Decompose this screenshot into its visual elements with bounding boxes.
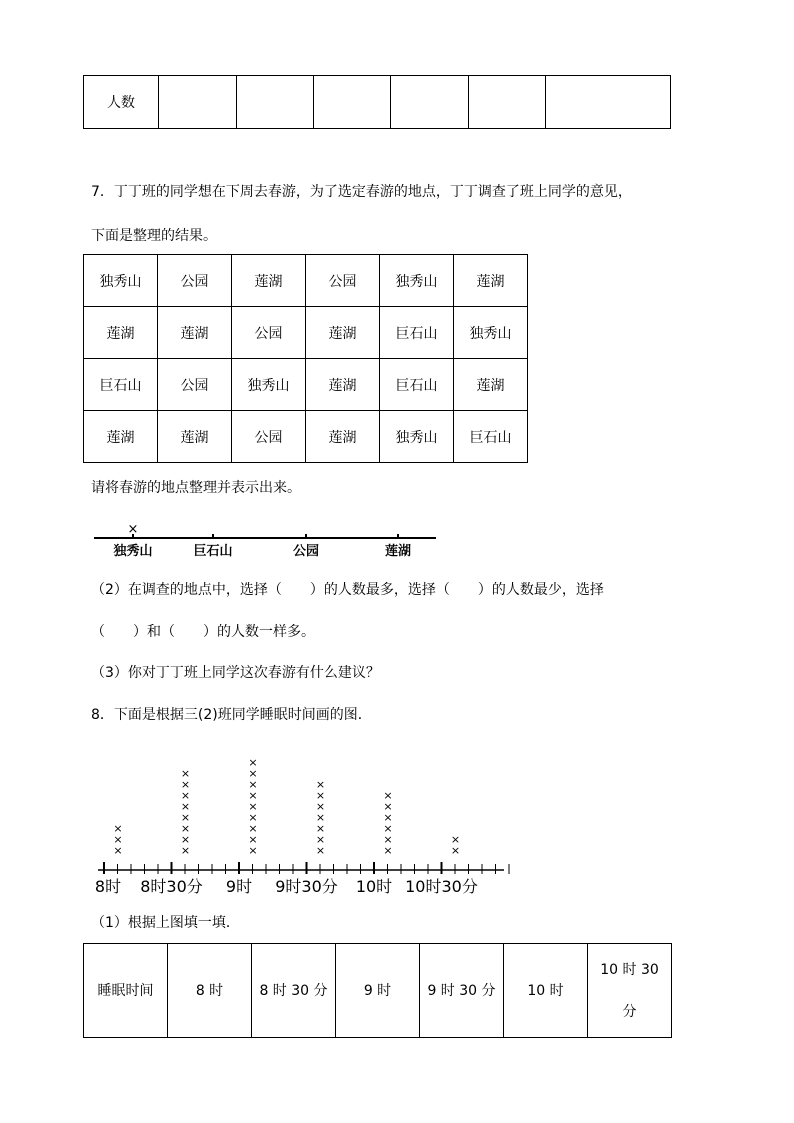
- data-mark: ×: [450, 844, 461, 857]
- time-cell: 9 时: [336, 944, 420, 1038]
- table-cell: 巨石山: [380, 307, 454, 359]
- table-row: [84, 411, 528, 463]
- data-mark: ×: [180, 778, 191, 791]
- tick-label: 10时30分: [405, 877, 478, 896]
- data-mark: ×: [180, 767, 191, 780]
- data-mark: ×: [180, 844, 191, 857]
- answer-cell[interactable]: [469, 76, 546, 129]
- data-mark: ×: [315, 822, 326, 835]
- data-mark: ×: [315, 778, 326, 791]
- data-mark: ×: [180, 833, 191, 846]
- data-mark: ×: [113, 822, 123, 835]
- data-mark: ×: [383, 789, 393, 802]
- tally-place-label: 莲湖: [384, 544, 412, 559]
- q8-intro: 8．下面是根据三(2)班同学睡眠时间画的图．: [91, 707, 372, 723]
- answer-cell[interactable]: [159, 76, 237, 129]
- row-header: 睡眠时间: [84, 944, 168, 1038]
- table-cell: 独秀山: [380, 411, 454, 463]
- answer-cell[interactable]: [314, 76, 391, 129]
- tally-place-label: 公园: [292, 544, 320, 559]
- data-mark: ×: [113, 833, 123, 846]
- data-mark: ×: [248, 778, 258, 791]
- people-count-table: [83, 75, 671, 129]
- data-mark: ×: [450, 833, 461, 846]
- table-cell: 公园: [158, 359, 232, 411]
- q7-instruction: 请将春游的地点整理并表示出来。: [91, 480, 301, 496]
- answer-cell[interactable]: [546, 76, 671, 129]
- q7-intro-line1: 7．丁丁班的同学想在下周去春游，为了选定春游的地点，丁丁调查了班上同学的意见，: [91, 184, 632, 200]
- survey-results-table: [83, 254, 528, 463]
- table-cell: 巨石山: [454, 411, 528, 463]
- tally-place-label: 独秀山: [113, 544, 153, 559]
- sleep-dot-plot: [92, 735, 512, 900]
- sleep-time-table: [83, 943, 672, 1038]
- tally-place-label: 巨石山: [193, 544, 233, 559]
- data-mark: ×: [180, 789, 191, 802]
- data-mark: ×: [248, 833, 258, 846]
- time-cell: 10 时: [504, 944, 588, 1038]
- tick-label: 9时: [225, 877, 253, 896]
- table-cell: 莲湖: [158, 411, 232, 463]
- table-row: [84, 307, 528, 359]
- time-cell: 9 时 30 分: [420, 944, 504, 1038]
- data-mark: ×: [248, 822, 258, 835]
- table-cell: 莲湖: [158, 307, 232, 359]
- table-cell: 独秀山: [380, 255, 454, 307]
- q8-sub1: （1）根据上图填一填．: [91, 915, 240, 931]
- tick-label: 9时30分: [275, 877, 338, 896]
- data-mark: ×: [248, 800, 258, 813]
- data-mark: ×: [180, 822, 191, 835]
- data-mark: ×: [383, 833, 393, 846]
- table-cell: 莲湖: [84, 411, 158, 463]
- data-mark: ×: [248, 756, 258, 769]
- data-mark: ×: [315, 800, 326, 813]
- tally-mark: ×: [127, 522, 139, 537]
- data-mark: ×: [315, 811, 326, 824]
- data-mark: ×: [113, 844, 123, 857]
- data-mark: ×: [383, 822, 393, 835]
- q7-sub3: （3）你对丁丁班上同学这次春游有什么建议？: [91, 665, 380, 681]
- table-cell: 莲湖: [84, 307, 158, 359]
- table-row: [84, 944, 672, 1038]
- time-cell: 8 时 30 分: [252, 944, 336, 1038]
- data-mark: ×: [315, 789, 326, 802]
- table-row: [84, 359, 528, 411]
- data-mark: ×: [383, 811, 393, 824]
- data-mark: ×: [180, 800, 191, 813]
- data-mark: ×: [180, 811, 191, 824]
- data-mark: ×: [248, 844, 258, 857]
- table-cell: 巨石山: [380, 359, 454, 411]
- time-cell: 10 时 30 分: [588, 944, 672, 1038]
- table-cell: 莲湖: [232, 255, 306, 307]
- table-cell: 独秀山: [232, 359, 306, 411]
- answer-cell[interactable]: [391, 76, 469, 129]
- data-mark: ×: [315, 833, 326, 846]
- table-cell: 独秀山: [84, 255, 158, 307]
- table-cell: 莲湖: [454, 255, 528, 307]
- table-cell: 公园: [306, 255, 380, 307]
- table-cell: 莲湖: [306, 411, 380, 463]
- q7-intro-line2: 下面是整理的结果。: [91, 228, 217, 244]
- table-cell: 莲湖: [454, 359, 528, 411]
- data-mark: ×: [248, 767, 258, 780]
- table-cell: 独秀山: [454, 307, 528, 359]
- table-cell: 公园: [232, 307, 306, 359]
- data-mark: ×: [383, 844, 393, 857]
- row-label: 人数: [84, 76, 159, 129]
- tick-label: 8时30分: [140, 877, 203, 896]
- tick-label: 8时: [94, 877, 122, 896]
- table-cell: 莲湖: [306, 359, 380, 411]
- time-cell: 8 时: [168, 944, 252, 1038]
- data-mark: ×: [315, 844, 326, 857]
- data-mark: ×: [383, 800, 393, 813]
- table-cell: 巨石山: [84, 359, 158, 411]
- data-mark: ×: [248, 811, 258, 824]
- table-row: [84, 76, 671, 129]
- answer-cell[interactable]: [237, 76, 314, 129]
- table-cell: 莲湖: [306, 307, 380, 359]
- table-cell: 公园: [232, 411, 306, 463]
- tally-chart: [88, 518, 448, 568]
- q7-sub2-line1: （2）在调查的地点中，选择（ ）的人数最多，选择（ ）的人数最少，选择: [91, 582, 604, 598]
- table-row: [84, 255, 528, 307]
- data-mark: ×: [248, 789, 258, 802]
- table-cell: 公园: [158, 255, 232, 307]
- tick-label: 10时: [355, 877, 393, 896]
- q7-sub2-line2: （ ）和（ ）的人数一样多。: [91, 624, 315, 640]
